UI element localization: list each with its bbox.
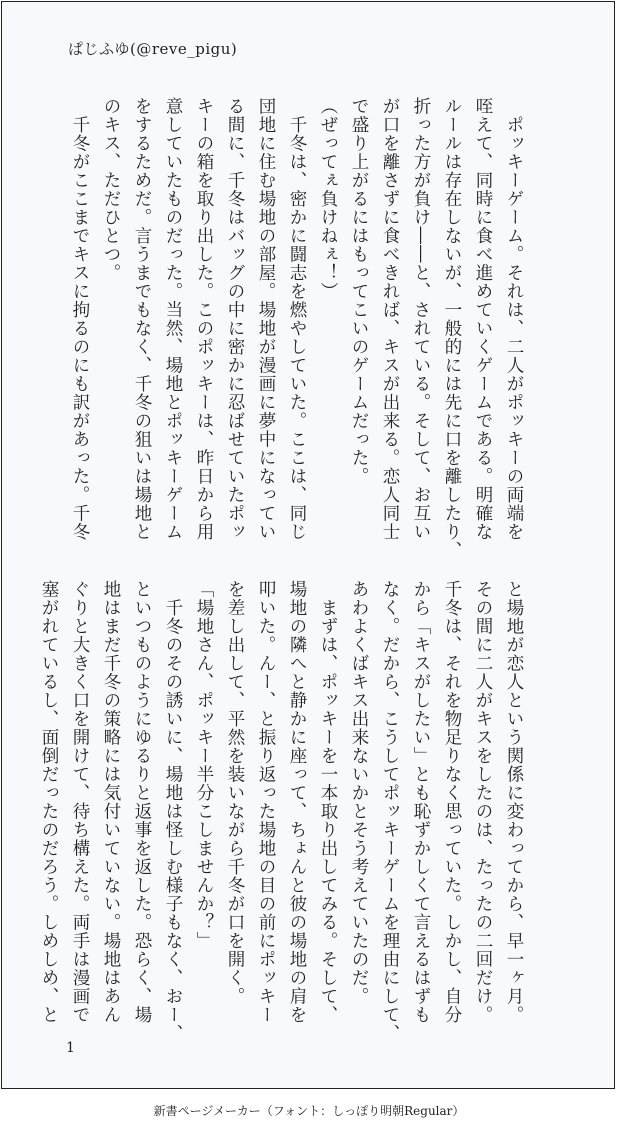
text-column: 叩いた。んー、と振り返った場地の目の前にポッキー [256, 580, 276, 1024]
text-column: 塞がれているし、面倒だったのだろう。しめしめ、と [39, 580, 59, 1024]
text-column: 折った方が負け――と、されている。そして、お互い [411, 97, 431, 541]
text-column: といつものようにゆるりと返事を返した。恐らく、場 [132, 580, 152, 1024]
lower-text-block [33, 580, 529, 1043]
text-column: のキス、ただひとつ。 [101, 97, 121, 282]
text-column: をするためだ。言うまでもなく、千冬の狙いは場地と [132, 97, 152, 541]
text-column: キーの箱を取り出した。このポッキーは、昨日から用 [194, 97, 214, 541]
text-column: を差し出して、平然を装いながら千冬が口を開く。 [225, 580, 245, 1006]
text-column: ルールは存在しないが、一般的には先に口を離したり、 [442, 97, 462, 560]
text-column: と場地が恋人という関係に変わってから、早一ヶ月。 [504, 580, 524, 1024]
text-column: なく。だから、こうしてポッキーゲームを理由にして、 [380, 580, 400, 1043]
book-page [1, 1, 615, 1089]
text-column: 「場地さん、ポッキー半分こしませんか？」 [194, 580, 214, 950]
text-column: で盛り上がるにはもってこいのゲームだった。 [349, 97, 369, 486]
text-column: る間に、千冬はバッグの中に密かに忍ばせていたポッ [225, 97, 245, 541]
text-column: ぐりと大きく口を開けて、待ち構えた。両手は漫画で [70, 580, 90, 1024]
text-column: 地はまだ千冬の策略には気付いていない。場地はあん [101, 580, 121, 1024]
text-column: （ぜってぇ負けねぇ！） [318, 97, 338, 301]
page-number: 1 [66, 1040, 75, 1056]
text-column: から「キスがしたい」とも恥ずかしくて言えるはずも [411, 580, 431, 1024]
text-column: 咥えて、同時に食べ進めていくゲームである。明確な [473, 97, 493, 541]
text-column: あわよくばキス出来ないかとそう考えていたのだ。 [349, 580, 369, 1006]
author-credit: ぱじふゆ(@reve_pigu) [68, 40, 238, 58]
text-column: まずは、ポッキーを一本取り出してみる。そして、 [318, 580, 338, 1024]
text-column: 場地の隣へと静かに座って、ちょんと彼の場地の肩を [287, 580, 307, 1024]
text-column: 千冬のその誘いに、場地は怪しむ様子もなく、おー、 [163, 580, 183, 1043]
footer-credit: 新書ページメーカー（フォント：しっぽり明朝Regular） [153, 1104, 465, 1118]
text-column: その間に二人がキスをしたのは、たったの二回だけ。 [473, 580, 493, 1024]
text-column: ポッキーゲーム。それは、二人がポッキーの両端を [504, 97, 524, 541]
text-column: 意していたものだった。当然、場地とポッキーゲーム [163, 97, 183, 541]
text-column: 団地に住む場地の部屋。場地が漫画に夢中になってい [256, 97, 276, 541]
text-column: が口を離さずに食べきれば、キスが出来る。恋人同士 [380, 97, 400, 541]
text-column: 千冬は、それを物足りなく思っていた。しかし、自分 [442, 580, 462, 1024]
upper-text-block [64, 97, 529, 560]
text-column: 千冬は、密かに闘志を燃やしていた。ここは、同じ [287, 97, 307, 541]
text-column: 千冬がここまでキスに拘るのにも訳があった。千冬 [70, 97, 90, 541]
